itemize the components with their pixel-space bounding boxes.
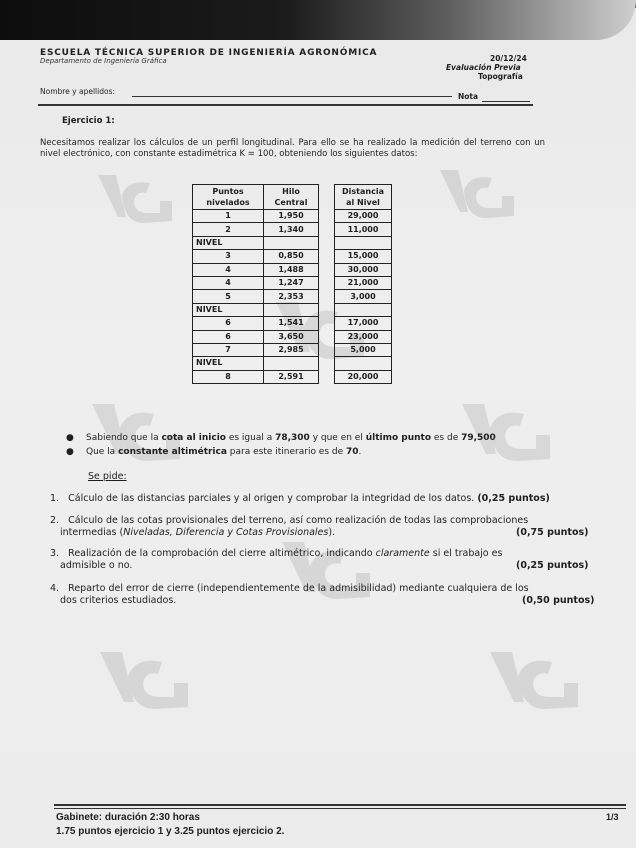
table-row <box>335 276 392 289</box>
point-cell: NIVEL <box>193 236 264 249</box>
table-row <box>335 290 392 303</box>
table-row <box>193 236 319 249</box>
name-field-line <box>132 96 452 97</box>
table-row <box>335 250 392 263</box>
table-row <box>335 370 392 383</box>
table-row <box>193 250 319 263</box>
exercise-intro: Necesitamos realizar los cálculos de un perfil longitudinal. Para ello se ha realizado la medición del terreno con un nivel electrónico, con constante estadimétrica K = 100, obteniendo los siguientes datos: <box>40 138 545 159</box>
ask-item-4: 4. Reparto del error de cierre (independientemente de la admisibilidad) mediante cualquiera de los dos criterios estudiados. <box>50 583 529 606</box>
table-row <box>193 330 319 343</box>
distance-cell: 23,000 <box>335 330 392 343</box>
distance-cell: 3,000 <box>335 290 392 303</box>
distance-cell: 17,000 <box>335 317 392 330</box>
ask-item-3-points: (0,25 puntos) <box>516 560 589 571</box>
table-row <box>335 263 392 276</box>
ask-item-2-points: (0,75 puntos) <box>516 527 589 538</box>
subject-name: Topografía <box>478 72 523 81</box>
table-row <box>335 303 392 316</box>
hilo-cell <box>264 236 319 249</box>
name-label: Nombre y apellidos: <box>40 87 116 96</box>
hilo-cell: 2,353 <box>264 290 319 303</box>
hilo-cell: 3,650 <box>264 330 319 343</box>
point-cell: NIVEL <box>193 303 264 316</box>
grade-label: Nota <box>458 92 479 101</box>
distance-cell: 11,000 <box>335 223 392 236</box>
grade-field-line <box>482 101 530 102</box>
hilo-cell: 1,541 <box>264 317 319 330</box>
hilo-cell: 2,591 <box>264 370 319 383</box>
point-cell: 7 <box>193 343 264 356</box>
header-points: Puntos nivelados <box>193 185 264 210</box>
header-hilo: Hilo Central <box>264 185 319 210</box>
point-cell: 6 <box>193 317 264 330</box>
ask-item-4-points: (0,50 puntos) <box>522 595 595 606</box>
hilo-cell: 1,950 <box>264 210 319 223</box>
distance-cell <box>335 303 392 316</box>
exam-sheet <box>0 8 636 848</box>
hilo-cell: 2,985 <box>264 343 319 356</box>
ask-item-2: 2. Cálculo de las cotas provisionales del terreno, así como realización de todas las comprobaciones intermedias (Niveladas, Diferencia y Cotas Provisionales). <box>50 515 529 538</box>
department-name: Departamento de Ingeniería Gráfica <box>40 57 167 65</box>
table-row <box>335 343 392 356</box>
point-cell: 8 <box>193 370 264 383</box>
distance-cell: 5,000 <box>335 343 392 356</box>
table-row <box>335 357 392 370</box>
point-cell: 1 <box>193 210 264 223</box>
bullet-altimetric-constant: ● Que la constante altimétrica para este itinerario es de 70. <box>66 447 362 457</box>
table-row <box>193 317 319 330</box>
table-row <box>335 210 392 223</box>
distance-cell: 15,000 <box>335 250 392 263</box>
bullet-initial-final-heights: ● Sabiendo que la cota al inicio es igual a 78,300 y que en el último punto es de 79,500 <box>66 433 496 443</box>
distance-cell: 30,000 <box>335 263 392 276</box>
evaluation-type: Evaluación Previa <box>446 63 521 72</box>
asks-label: Se pide: <box>88 471 127 482</box>
table-row <box>193 357 319 370</box>
table-row <box>193 210 319 223</box>
header-distance: Distancia al Nivel <box>335 185 392 210</box>
school-name: ESCUELA TÉCNICA SUPERIOR DE INGENIERÍA AGRONÓMICA <box>40 48 378 58</box>
header-divider <box>38 104 533 106</box>
leveling-table <box>192 184 319 384</box>
footer-divider <box>54 804 626 806</box>
hilo-cell: 1,247 <box>264 276 319 289</box>
table-row <box>193 370 319 383</box>
table-row <box>335 223 392 236</box>
hilo-cell: 1,488 <box>264 263 319 276</box>
distance-table <box>334 184 392 384</box>
footer-divider-thin <box>54 808 626 809</box>
page-number: 1/3 <box>606 812 619 822</box>
footer-duration: Gabinete: duración 2:30 horas <box>56 812 200 823</box>
distance-cell: 29,000 <box>335 210 392 223</box>
table-row <box>193 276 319 289</box>
photo-shadow <box>0 0 636 40</box>
distance-cell <box>335 236 392 249</box>
point-cell: 5 <box>193 290 264 303</box>
point-cell: 3 <box>193 250 264 263</box>
exercise-title: Ejercicio 1: <box>62 116 115 126</box>
distance-cell: 21,000 <box>335 276 392 289</box>
hilo-cell <box>264 357 319 370</box>
hilo-cell <box>264 303 319 316</box>
point-cell: 4 <box>193 276 264 289</box>
ask-item-1: 1. Cálculo de las distancias parciales y al origen y comprobar la integridad de los datos. (0,25 puntos) <box>50 493 550 504</box>
hilo-cell: 0,850 <box>264 250 319 263</box>
table-row <box>335 236 392 249</box>
table-row <box>193 223 319 236</box>
table-row <box>193 290 319 303</box>
table-row <box>193 303 319 316</box>
hilo-cell: 1,340 <box>264 223 319 236</box>
table-row <box>193 263 319 276</box>
point-cell: 4 <box>193 263 264 276</box>
distance-cell <box>335 357 392 370</box>
table-row <box>335 330 392 343</box>
table-row <box>335 317 392 330</box>
point-cell: 6 <box>193 330 264 343</box>
ask-item-3: 3. Realización de la comprobación del cierre altimétrico, indicando claramente si el trabajo es admisible o no. <box>50 548 503 571</box>
point-cell: NIVEL <box>193 357 264 370</box>
point-cell: 2 <box>193 223 264 236</box>
footer-points: 1.75 puntos ejercicio 1 y 3.25 puntos ejercicio 2. <box>56 826 285 837</box>
exam-date: 20/12/24 <box>490 54 527 63</box>
distance-cell: 20,000 <box>335 370 392 383</box>
table-row <box>193 343 319 356</box>
